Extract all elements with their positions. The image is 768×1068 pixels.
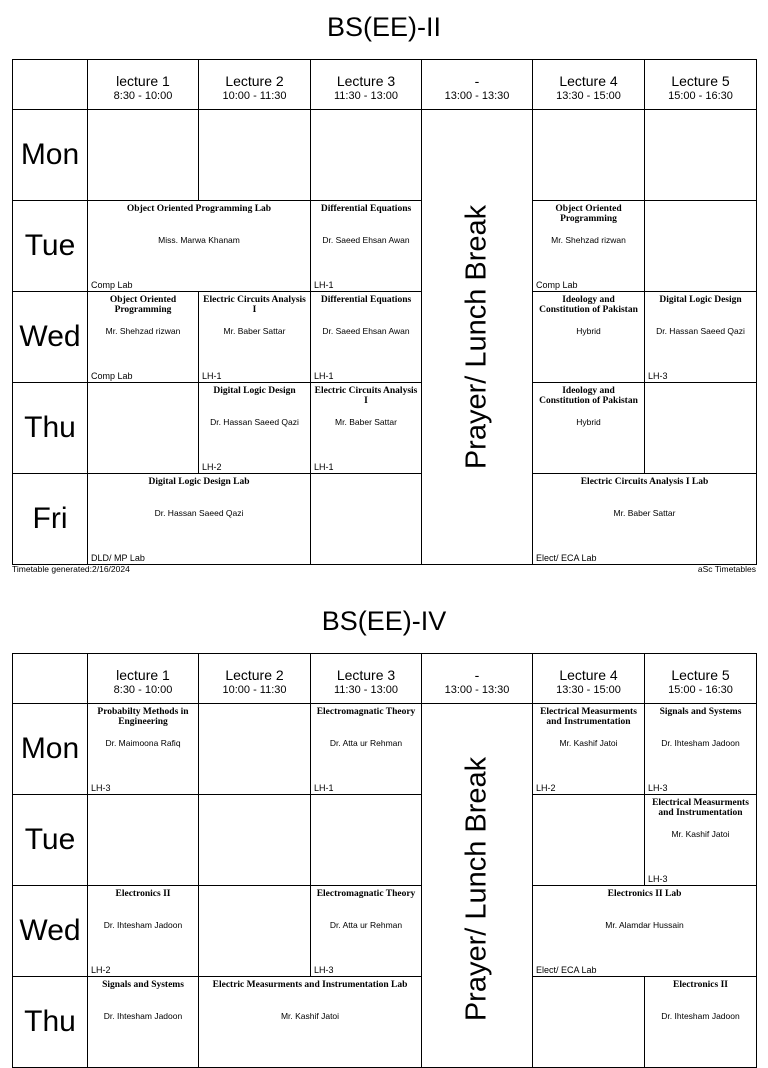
break-column xyxy=(422,704,533,1068)
session-subject: Probabilty Methods in Engineering xyxy=(97,707,189,727)
empty-slot xyxy=(645,383,757,474)
session-cell xyxy=(533,474,757,565)
session-cell xyxy=(311,886,422,977)
session-teacher: Mr. Baber Sattar xyxy=(223,326,286,336)
session-subject: Electromagnatic Theory xyxy=(316,707,416,717)
header-name: Lecture 5 xyxy=(671,73,730,89)
session-subject: Electric Circuits Analysis I xyxy=(314,386,418,406)
header-name: Lecture 4 xyxy=(559,73,618,89)
session-subject: Ideology and Constitution of Pakistan xyxy=(539,386,638,406)
session-teacher: Dr. Ihtesham Jadoon xyxy=(103,1011,183,1021)
day-row-wed xyxy=(13,292,757,383)
session-cell xyxy=(311,704,422,795)
session-teacher: Mr. Alamdar Hussain xyxy=(605,920,684,930)
session-subject: Signals and Systems xyxy=(102,980,184,990)
day-label: Mon xyxy=(13,704,88,795)
empty-slot xyxy=(311,474,422,565)
empty-slot xyxy=(311,795,422,886)
session-room: LH-1 xyxy=(202,371,222,381)
day-label: Wed xyxy=(13,292,88,383)
session-subject: Electronics II xyxy=(115,889,171,899)
empty-slot xyxy=(88,110,199,201)
timetable-title: BS(EE)-IV xyxy=(321,606,447,636)
header-time: 8:30 - 10:00 xyxy=(113,90,173,102)
day-row-thu xyxy=(13,977,757,1068)
header-name: lecture 1 xyxy=(116,73,170,89)
day-row-wed xyxy=(13,886,757,977)
day-label: Mon xyxy=(13,110,88,201)
header-name: Lecture 3 xyxy=(336,667,396,683)
session-cell xyxy=(533,704,645,795)
day-row-tue xyxy=(13,201,757,292)
session-teacher: Dr. Ihtesham Jadoon xyxy=(661,1011,740,1021)
session-room: LH-3 xyxy=(91,783,111,793)
session-teacher: Dr. Atta ur Rehman xyxy=(329,738,403,748)
session-cell xyxy=(645,292,757,383)
empty-slot xyxy=(533,977,645,1068)
session-teacher: Mr. Shehzad rizwan xyxy=(551,235,626,245)
session-cell xyxy=(645,795,757,886)
session-teacher: Dr. Ihtesham Jadoon xyxy=(103,920,183,930)
header-lecture-5 xyxy=(645,60,757,110)
session-subject: Electronics II xyxy=(673,980,728,990)
session-cell xyxy=(645,704,757,795)
session-cell xyxy=(199,977,422,1068)
header-time: 15:00 - 16:30 xyxy=(668,684,733,696)
session-teacher: Mr. Kashif Jatoi xyxy=(559,738,618,748)
empty-slot xyxy=(533,795,645,886)
session-cell xyxy=(645,977,757,1068)
header-time: 13:30 - 15:00 xyxy=(556,684,621,696)
corner-cell xyxy=(13,60,88,110)
session-subject: Object Oriented Programming xyxy=(109,295,177,315)
session-cell xyxy=(88,201,311,292)
header-lecture-2 xyxy=(199,60,311,110)
session-room: Comp Lab xyxy=(536,280,578,290)
header-row xyxy=(13,654,757,704)
session-cell xyxy=(88,886,199,977)
session-room: LH-3 xyxy=(648,783,668,793)
header-lecture-4 xyxy=(533,60,645,110)
session-subject: Object Oriented Programming xyxy=(555,204,622,224)
header-name: lecture 1 xyxy=(116,667,170,683)
empty-slot xyxy=(88,383,199,474)
session-room: Elect/ ECA Lab xyxy=(536,965,597,975)
session-teacher: Mr. Shehzad rizwan xyxy=(105,326,181,336)
session-cell xyxy=(88,292,199,383)
session-room: Comp Lab xyxy=(91,280,133,290)
session-room: LH-1 xyxy=(314,280,334,290)
break-column xyxy=(422,110,533,565)
footer-brand: aSc Timetables xyxy=(697,564,756,574)
session-room: LH-3 xyxy=(648,874,668,884)
header-time: 8:30 - 10:00 xyxy=(113,684,173,696)
session-cell xyxy=(533,383,645,474)
session-teacher: Dr. Maimoona Rafiq xyxy=(105,738,181,748)
session-cell xyxy=(88,704,199,795)
session-teacher: Mr. Kashif Jatoi xyxy=(280,1011,340,1021)
header-time: 11:30 - 13:00 xyxy=(333,90,398,102)
footer-generated: Timetable generated:2/16/2024 xyxy=(12,564,130,574)
session-teacher: Mr. Baber Sattar xyxy=(613,508,676,518)
session-room: LH-3 xyxy=(314,965,334,975)
header-break xyxy=(422,654,533,704)
header-lecture-4 xyxy=(533,654,645,704)
header-name: Lecture 2 xyxy=(225,667,284,683)
session-teacher: Dr. Ihtesham Jadoon xyxy=(661,738,740,748)
session-subject: Signals and Systems xyxy=(659,707,742,717)
session-room: Comp Lab xyxy=(91,371,133,381)
timetable-bs-ee-ii xyxy=(12,59,757,565)
day-row-mon xyxy=(13,110,757,201)
session-room: LH-2 xyxy=(536,783,556,793)
session-subject: Object Oriented Programming Lab xyxy=(126,204,272,214)
header-time: 13:30 - 15:00 xyxy=(556,90,621,102)
header-time: 13:00 - 13:30 xyxy=(444,90,510,102)
corner-cell xyxy=(13,654,88,704)
empty-slot xyxy=(645,110,757,201)
day-row-fri xyxy=(13,474,757,565)
header-time: 10:00 - 11:30 xyxy=(222,684,287,696)
session-subject: Digital Logic Design xyxy=(659,295,742,305)
day-label: Thu xyxy=(13,977,88,1068)
timetable-bs-ee-iv xyxy=(12,653,757,1068)
session-teacher: Miss. Marwa Khanam xyxy=(158,235,240,245)
session-subject: Electric Circuits Analysis I Lab xyxy=(580,477,709,487)
header-name: Lecture 5 xyxy=(671,667,730,683)
header-lecture-3 xyxy=(311,654,422,704)
header-row xyxy=(13,60,757,110)
session-cell xyxy=(199,292,311,383)
session-teacher: Hybrid xyxy=(576,326,601,336)
session-subject: Electromagnatic Theory xyxy=(316,889,416,899)
break-label: Prayer/ Lunch Break xyxy=(460,756,493,1022)
header-time: 15:00 - 16:30 xyxy=(668,90,733,102)
session-cell xyxy=(311,292,422,383)
day-label: Fri xyxy=(13,474,88,565)
session-room: LH-3 xyxy=(648,371,668,381)
session-cell xyxy=(88,474,311,565)
header-name: - xyxy=(474,73,480,89)
session-cell xyxy=(533,292,645,383)
header-name: Lecture 2 xyxy=(225,73,284,89)
session-subject: Electric Measurments and Instrumentation Lab xyxy=(212,980,408,990)
session-cell xyxy=(533,886,757,977)
session-room: LH-1 xyxy=(314,783,334,793)
session-subject: Ideology and Constitution of Pakistan xyxy=(539,295,638,315)
session-room: LH-1 xyxy=(314,371,334,381)
session-subject: Differential Equations xyxy=(320,295,412,305)
session-teacher: Dr. Saeed Ehsan Awan xyxy=(322,235,410,245)
header-name: Lecture 4 xyxy=(559,667,618,683)
session-teacher: Dr. Hassan Saeed Qazi xyxy=(154,508,244,518)
empty-slot xyxy=(533,110,645,201)
day-row-thu xyxy=(13,383,757,474)
break-label: Prayer/ Lunch Break xyxy=(460,204,493,470)
day-label: Tue xyxy=(13,795,88,886)
empty-slot xyxy=(199,886,311,977)
session-teacher: Dr. Saeed Ehsan Awan xyxy=(322,326,410,336)
session-room: DLD/ MP Lab xyxy=(91,553,145,563)
empty-slot xyxy=(199,795,311,886)
header-lecture-1 xyxy=(88,654,199,704)
header-name: - xyxy=(474,667,480,683)
header-time: 13:00 - 13:30 xyxy=(444,684,510,696)
header-name: Lecture 3 xyxy=(336,73,396,89)
session-subject: Electronics II Lab xyxy=(607,889,682,899)
session-teacher: Hybrid xyxy=(576,417,601,427)
session-subject: Differential Equations xyxy=(320,204,412,214)
session-teacher: Dr. Hassan Saeed Qazi xyxy=(656,326,745,336)
session-cell xyxy=(311,383,422,474)
session-room: LH-1 xyxy=(314,462,334,472)
session-subject: Electrical Measurments and Instrumentation xyxy=(540,707,637,727)
header-time: 10:00 - 11:30 xyxy=(222,90,287,102)
header-lecture-3 xyxy=(311,60,422,110)
timetable-title: BS(EE)-II xyxy=(326,12,441,42)
session-room: LH-2 xyxy=(202,462,222,472)
header-time: 11:30 - 13:00 xyxy=(333,684,398,696)
empty-slot xyxy=(311,110,422,201)
session-cell xyxy=(199,383,311,474)
session-teacher: Dr. Hassan Saeed Qazi xyxy=(210,417,299,427)
session-teacher: Mr. Kashif Jatoi xyxy=(671,829,730,839)
header-lecture-5 xyxy=(645,654,757,704)
session-subject: Digital Logic Design Lab xyxy=(148,477,250,487)
header-break xyxy=(422,60,533,110)
day-label: Wed xyxy=(13,886,88,977)
header-lecture-2 xyxy=(199,654,311,704)
day-row-mon xyxy=(13,704,757,795)
session-room: Elect/ ECA Lab xyxy=(536,553,597,563)
session-teacher: Mr. Baber Sattar xyxy=(335,417,397,427)
day-label: Tue xyxy=(13,201,88,292)
session-subject: Electrical Measurments and Instrumentation xyxy=(652,798,749,818)
empty-slot xyxy=(645,201,757,292)
day-label: Thu xyxy=(13,383,88,474)
header-lecture-1 xyxy=(88,60,199,110)
session-teacher: Dr. Atta ur Rehman xyxy=(329,920,403,930)
empty-slot xyxy=(199,704,311,795)
session-cell xyxy=(533,201,645,292)
session-subject: Digital Logic Design xyxy=(213,386,296,396)
day-row-tue xyxy=(13,795,757,886)
session-subject: Electric Circuits Analysis I xyxy=(203,295,306,315)
empty-slot xyxy=(199,110,311,201)
session-cell xyxy=(311,201,422,292)
session-cell xyxy=(88,977,199,1068)
empty-slot xyxy=(88,795,199,886)
session-room: LH-2 xyxy=(91,965,111,975)
